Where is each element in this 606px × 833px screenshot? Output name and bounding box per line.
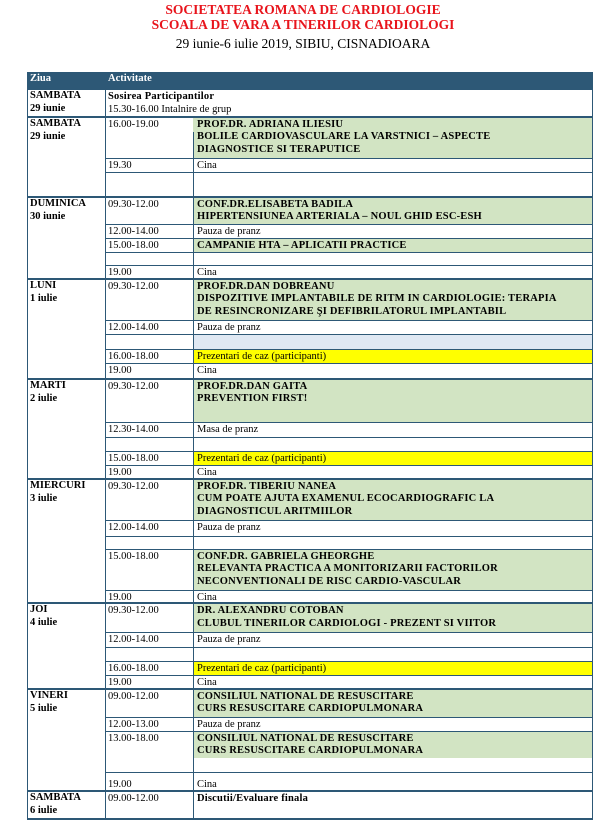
- table-header: [27, 72, 593, 88]
- day-name: SAMBATA: [30, 792, 81, 803]
- time-slot: 19.00: [108, 267, 132, 278]
- column-divider: [105, 88, 106, 820]
- time-slot: 16.00-18.00: [108, 663, 159, 674]
- time-slot: 12.00-14.00: [108, 634, 159, 645]
- schedule-row: [105, 452, 593, 466]
- schedule-row: [105, 648, 593, 662]
- activity-text: Cina: [197, 779, 217, 790]
- day-date: 6 iulie: [30, 805, 58, 816]
- time-slot: 09.30-12.00: [108, 381, 159, 392]
- schedule-row: [105, 159, 593, 173]
- schedule-row: [105, 732, 593, 773]
- session-cell: [193, 604, 593, 632]
- time-slot: 19.30: [108, 160, 132, 171]
- session-cell: [193, 118, 593, 158]
- col-day-header: Ziua: [30, 73, 52, 84]
- session-title: CURS RESUSCITARE CARDIOPULMONARA: [197, 703, 424, 714]
- schedule-row: [105, 90, 593, 103]
- day-block: [27, 790, 593, 820]
- schedule-row: [105, 335, 593, 350]
- session-title: CUM POATE AJUTA EXAMENUL ECOCARDIOGRAFIC LA: [197, 493, 495, 504]
- activity-text: 15.30-16.00 Intalnire de grup: [108, 104, 232, 115]
- session-title: CAMPANIE HTA – APLICATII PRACTICE: [197, 240, 407, 251]
- time-slot: 19.00: [108, 677, 132, 688]
- session-cell: [193, 550, 593, 590]
- time-slot: 15.00-18.00: [108, 453, 159, 464]
- schedule-row: [105, 253, 593, 266]
- schedule-row: [105, 118, 593, 159]
- day-date: 29 iunie: [30, 103, 66, 114]
- session-speaker: DR. ALEXANDRU COTOBAN: [197, 605, 344, 616]
- activity-text: Cina: [197, 160, 217, 171]
- session-cell: [193, 198, 593, 224]
- session-cell: [193, 732, 593, 758]
- time-slot: 12.00-13.00: [108, 719, 159, 730]
- session-title: NECONVENTIONALI DE RISC CARDIO-VASCULAR: [197, 576, 462, 587]
- activity-text: Pauza de pranz: [197, 634, 261, 645]
- col-activity-header: Activitate: [108, 73, 152, 84]
- case-presentations: Prezentari de caz (participanti): [197, 453, 327, 464]
- schedule-row: [105, 662, 593, 676]
- schedule-row: [105, 423, 593, 438]
- day-date: 5 iulie: [30, 703, 58, 714]
- day-name: DUMINICA: [30, 198, 86, 209]
- time-slot: 12.00-14.00: [108, 226, 159, 237]
- activity-text: Cina: [197, 677, 217, 688]
- activity-text: Pauza de pranz: [197, 226, 261, 237]
- time-slot: 16.00-19.00: [108, 119, 159, 130]
- session-cell: [193, 690, 593, 717]
- schedule-row: [105, 676, 593, 688]
- session-title: BOLILE CARDIOVASCULARE LA VARSTNICI – ASPECTE: [197, 131, 491, 142]
- time-slot: 12.00-14.00: [108, 522, 159, 533]
- schedule-row: [105, 438, 593, 452]
- activity-text: Cina: [197, 467, 217, 478]
- time-slot: 09.30-12.00: [108, 199, 159, 210]
- day-block: [27, 478, 593, 604]
- schedule-row: [105, 364, 593, 377]
- schedule-row: [105, 239, 593, 253]
- org-title: SOCIETATEA ROMANA DE CARDIOLOGIE: [165, 2, 441, 17]
- schedule-row: [105, 537, 593, 550]
- schedule-row: [105, 280, 593, 321]
- schedule-row: [105, 633, 593, 648]
- time-slot: 12.00-14.00: [108, 322, 159, 333]
- time-slot: 13.00-18.00: [108, 733, 159, 744]
- activity-text: Sosirea Participantilor: [108, 91, 215, 102]
- activity-text: Masa de pranz: [197, 424, 259, 435]
- time-slot: 15.00-18.00: [108, 551, 159, 562]
- schedule-row: [105, 521, 593, 537]
- day-name: LUNI: [30, 280, 57, 291]
- time-slot: 19.00: [108, 592, 132, 603]
- activity-text: Cina: [197, 267, 217, 278]
- school-title: SCOALA DE VARA A TINERILOR CARDIOLOGI: [151, 17, 455, 32]
- activity-text: Cina: [197, 365, 217, 376]
- activity-text: Pauza de pranz: [197, 322, 261, 333]
- day-date: 1 iulie: [30, 293, 58, 304]
- session-title: PREVENTION FIRST!: [197, 393, 308, 404]
- activity-text: Pauza de pranz: [197, 719, 261, 730]
- session-title: HIPERTENSIUNEA ARTERIALA – NOUL GHID ESC-ESH: [197, 211, 482, 222]
- day-name: MIERCURI: [30, 480, 86, 491]
- day-date: 30 iunie: [30, 211, 66, 222]
- session-speaker: PROF.DR.DAN GAITA: [197, 381, 308, 392]
- time-slot: 09.00-12.00: [108, 793, 159, 804]
- day-name: SAMBATA: [30, 118, 81, 129]
- column-divider: [27, 88, 28, 820]
- day-block: [27, 116, 593, 198]
- day-name: SAMBATA: [30, 90, 81, 101]
- schedule-row: [105, 380, 593, 423]
- day-name: JOI: [30, 604, 48, 615]
- schedule-row: [105, 198, 593, 225]
- time-slot: 19.00: [108, 779, 132, 790]
- schedule-row: [105, 690, 593, 718]
- day-block: [27, 196, 593, 280]
- day-block: [27, 88, 593, 118]
- session-speaker: PROF.DR. TIBERIU NANEA: [197, 481, 337, 492]
- session-cell: [193, 480, 593, 520]
- day-name: MARTI: [30, 380, 66, 391]
- time-slot: 09.30-12.00: [108, 481, 159, 492]
- schedule-row: [105, 103, 593, 117]
- session-title: DISPOZITIVE IMPLANTABILE DE RITM IN CARDIOLOGIE: TERAPIA: [197, 293, 557, 304]
- schedule-row: [105, 350, 593, 364]
- session-speaker: PROF.DR.DAN DOBREANU: [197, 281, 335, 292]
- day-date: 3 iulie: [30, 493, 58, 504]
- session-speaker: PROF.DR. ADRIANA ILIESIU: [197, 119, 344, 130]
- day-block: [27, 278, 593, 380]
- event-dates-location: 29 iunie-6 iulie 2019, SIBIU, CISNADIOARA: [175, 36, 431, 51]
- session-speaker: CONSILIUL NATIONAL DE RESUSCITARE: [197, 691, 414, 702]
- schedule-row: [105, 776, 593, 790]
- session-speaker: CONF.DR.ELISABETA BADILA: [197, 199, 354, 210]
- time-slot: 16.00-18.00: [108, 351, 159, 362]
- day-name: VINERI: [30, 690, 68, 701]
- day-date: 29 iunie: [30, 131, 66, 142]
- column-divider: [193, 132, 194, 820]
- session-title: DIAGNOSTICUL ARITMIILOR: [197, 506, 353, 517]
- session-title: CURS RESUSCITARE CARDIOPULMONARA: [197, 745, 424, 756]
- schedule-row: [105, 718, 593, 732]
- time-slot: 19.00: [108, 365, 132, 376]
- case-presentations: Prezentari de caz (participanti): [197, 351, 327, 362]
- day-date: 4 iulie: [30, 617, 58, 628]
- schedule-row: [105, 321, 593, 335]
- schedule-row: [105, 604, 593, 633]
- session-title: DE RESINCRONIZARE ŞI DEFIBRILATORUL IMPLANTABIL: [197, 306, 507, 317]
- schedule-row: [105, 466, 593, 478]
- schedule-row: [105, 480, 593, 521]
- schedule-row: [105, 550, 593, 591]
- session-speaker: CONSILIUL NATIONAL DE RESUSCITARE: [197, 733, 414, 744]
- session-title: RELEVANTA PRACTICA A MONITORIZARII FACTORILOR: [197, 563, 498, 574]
- session-speaker: CONF.DR. GABRIELA GHEORGHE: [197, 551, 375, 562]
- time-slot: 09.30-12.00: [108, 605, 159, 616]
- schedule-row: [105, 792, 593, 806]
- case-presentations: Prezentari de caz (participanti): [197, 663, 327, 674]
- time-slot: 12.30-14.00: [108, 424, 159, 435]
- table-bottom-border: [27, 818, 593, 820]
- time-slot: 15.00-18.00: [108, 240, 159, 251]
- activity-text: Discutii/Evaluare finala: [197, 793, 309, 804]
- day-block: [27, 688, 593, 792]
- day-block: [27, 602, 593, 690]
- activity-text: Pauza de pranz: [197, 522, 261, 533]
- time-slot: 09.00-12.00: [108, 691, 159, 702]
- time-slot: 09.30-12.00: [108, 281, 159, 292]
- session-cell: [193, 280, 593, 320]
- column-divider: [592, 88, 593, 820]
- session-title: DIAGNOSTICE SI TERAPUTICE: [197, 144, 361, 155]
- session-cell: [193, 380, 593, 422]
- schedule-row: [105, 225, 593, 239]
- activity-text: Cina: [197, 592, 217, 603]
- time-slot: 19.00: [108, 467, 132, 478]
- day-date: 2 iulie: [30, 393, 58, 404]
- session-title: CLUBUL TINERILOR CARDIOLOGI - PREZENT SI VIITOR: [197, 618, 497, 629]
- day-block: [27, 378, 593, 480]
